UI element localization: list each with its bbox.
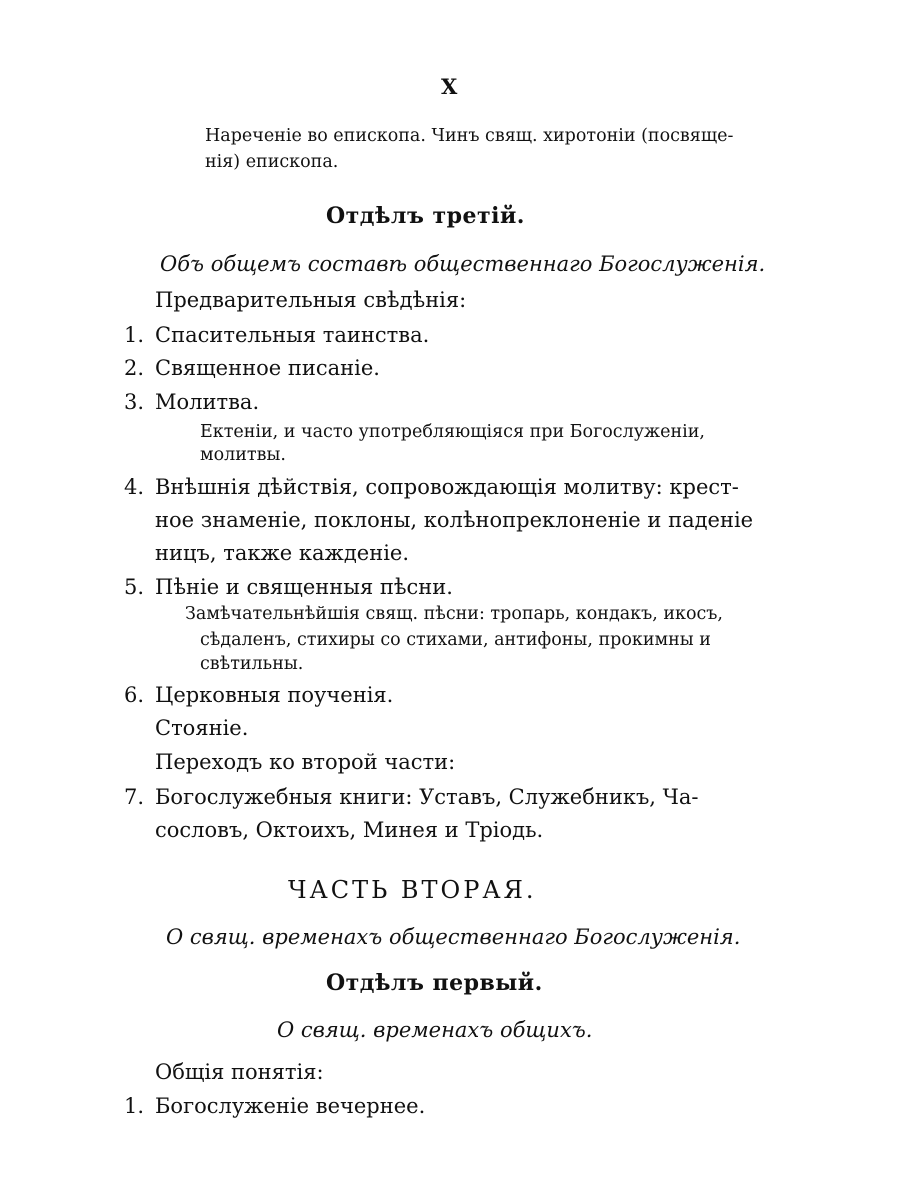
item-text: ное знаменіе, поклоны, колѣнопреклоненіе и паденіе xyxy=(155,508,754,532)
section-subtitle: О свящ. временахъ общихъ. xyxy=(277,1018,593,1042)
item-number: 5. xyxy=(123,575,144,599)
item-text: Богослужебныя книги: Уставъ, Служебникъ, Ча- xyxy=(155,785,699,809)
transition-line: Переходъ ко второй части: xyxy=(155,750,456,774)
item-note: молитвы. xyxy=(200,445,286,465)
section-intro: Предварительныя свѣдѣнія: xyxy=(155,288,467,312)
page-number: X xyxy=(441,74,458,99)
item-number: 3. xyxy=(123,390,144,414)
item-number: 1. xyxy=(123,1094,144,1118)
item-text: Стояніе. xyxy=(155,716,249,740)
item-number: 6. xyxy=(123,683,144,707)
item-text: Священное писаніе. xyxy=(155,356,380,380)
part-title: ЧАСТЬ ВТОРАЯ. xyxy=(288,876,537,904)
section-intro: Общія понятія: xyxy=(155,1060,324,1084)
item-text: Церковныя поученія. xyxy=(155,683,394,707)
item-text: Спасительныя таинства. xyxy=(155,323,430,347)
item-text: Внѣшнія дѣйствія, сопровождающія молитву: крест- xyxy=(155,475,739,499)
intro-line: нія) епископа. xyxy=(205,152,339,172)
section-heading: Отдѣлъ первый. xyxy=(326,970,543,996)
item-note: Ектеніи, и часто употребляющіяся при Богослуженіи, xyxy=(200,422,705,442)
item-text: Молитва. xyxy=(155,390,260,414)
section-subtitle: Объ общемъ составѣ общественнаго Богослуженія. xyxy=(160,252,766,276)
item-note: Замѣчательнѣйшія свящ. пѣсни: тропарь, кондакъ, икосъ, xyxy=(185,604,723,624)
item-text: сословъ, Октоихъ, Минея и Тріодь. xyxy=(155,818,544,842)
part-subtitle: О свящ. временахъ общественнаго Богослуженія. xyxy=(166,925,741,949)
item-text: Пѣніе и священныя пѣсни. xyxy=(155,575,453,599)
item-note: сѣдаленъ, стихиры со стихами, антифоны, прокимны и xyxy=(200,630,711,650)
item-note: свѣтильны. xyxy=(200,654,304,674)
item-text: ницъ, также кажденіе. xyxy=(155,541,410,565)
item-text: Богослуженіе вечернее. xyxy=(155,1094,426,1118)
item-number: 1. xyxy=(123,323,144,347)
intro-line: Нареченіе во епископа. Чинъ свящ. хиротоніи (посвяще- xyxy=(205,126,734,146)
item-number: 7. xyxy=(123,785,144,809)
item-number: 4. xyxy=(123,475,144,499)
item-number: 2. xyxy=(123,356,144,380)
section-heading: Отдѣлъ третій. xyxy=(326,203,525,229)
